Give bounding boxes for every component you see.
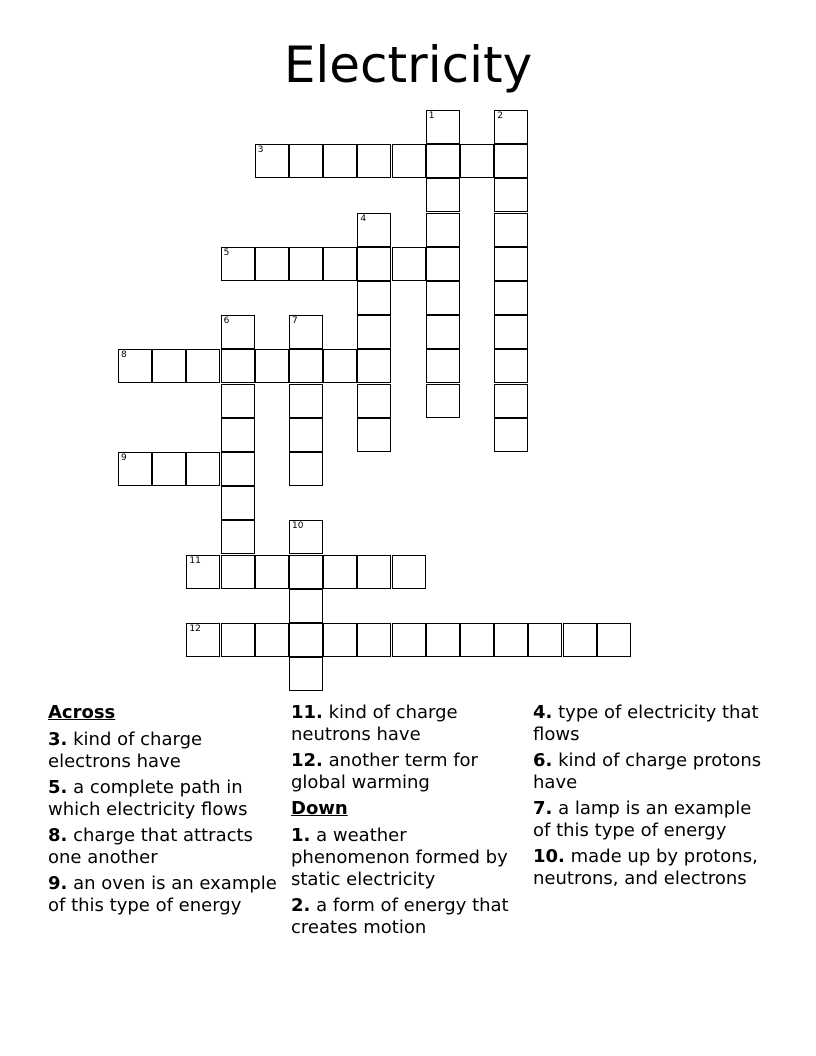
grid-cell[interactable] <box>221 315 255 349</box>
grid-cell[interactable] <box>357 213 391 247</box>
clue-down-6 <box>533 750 763 794</box>
grid-cell[interactable] <box>494 384 528 418</box>
grid-cell[interactable] <box>221 384 255 418</box>
grid-cell[interactable] <box>494 623 528 657</box>
grid-cell[interactable] <box>494 418 528 452</box>
clue-column-2 <box>291 702 521 943</box>
grid-cell[interactable] <box>494 315 528 349</box>
grid-cell[interactable] <box>460 144 494 178</box>
grid-cell[interactable] <box>186 555 220 589</box>
grid-cell[interactable] <box>221 555 255 589</box>
grid-cell[interactable] <box>357 144 391 178</box>
clue-text: kind of charge protons have <box>533 750 762 793</box>
grid-cell[interactable] <box>426 213 460 247</box>
clue-column-3 <box>533 702 763 894</box>
clue-across-12 <box>291 750 521 794</box>
cell-number: 10 <box>292 521 304 532</box>
clue-number: 11. <box>291 702 323 723</box>
grid-cell[interactable] <box>221 247 255 281</box>
clue-column-1 <box>48 702 278 921</box>
grid-cell[interactable] <box>289 657 323 691</box>
grid-cell[interactable] <box>289 247 323 281</box>
grid-cell[interactable] <box>221 623 255 657</box>
grid-cell[interactable] <box>221 486 255 520</box>
clue-across-5 <box>48 777 278 821</box>
clue-number: 10. <box>533 846 565 867</box>
grid-cell[interactable] <box>289 452 323 486</box>
clue-text: an oven is an example of this type of energy <box>48 873 277 916</box>
grid-cell[interactable] <box>118 349 152 383</box>
grid-cell[interactable] <box>426 144 460 178</box>
cell-number: 4 <box>360 213 367 224</box>
clue-across-3 <box>48 729 278 773</box>
grid-cell[interactable] <box>494 178 528 212</box>
clue-number: 7. <box>533 798 553 819</box>
grid-cell[interactable] <box>289 349 323 383</box>
down-heading: Down <box>291 798 348 819</box>
grid-cell[interactable] <box>494 247 528 281</box>
grid-cell[interactable] <box>186 623 220 657</box>
cell-number: 6 <box>223 316 230 327</box>
grid-cell[interactable] <box>255 555 289 589</box>
clue-number: 1. <box>291 825 311 846</box>
grid-cell[interactable] <box>426 623 460 657</box>
clue-number: 2. <box>291 895 311 916</box>
clue-across-11 <box>291 702 521 746</box>
grid-cell[interactable] <box>357 349 391 383</box>
clue-number: 6. <box>533 750 553 771</box>
clue-text: a weather phenomenon formed by static electricity <box>291 825 508 890</box>
grid-cell[interactable] <box>221 349 255 383</box>
grid-cell[interactable] <box>426 384 460 418</box>
grid-cell[interactable] <box>221 520 255 554</box>
cell-number: 7 <box>292 316 298 327</box>
grid-cell[interactable] <box>255 349 289 383</box>
grid-cell[interactable] <box>528 623 562 657</box>
grid-cell[interactable] <box>460 623 494 657</box>
grid-cell[interactable] <box>289 555 323 589</box>
cell-number: 5 <box>223 247 230 258</box>
cell-number: 12 <box>189 624 201 634</box>
grid-cell[interactable] <box>221 418 255 452</box>
grid-cell[interactable] <box>494 281 528 315</box>
clue-text: a lamp is an example of this type of energy <box>533 798 752 841</box>
grid-cell[interactable] <box>426 349 460 383</box>
grid-cell[interactable] <box>289 384 323 418</box>
grid-cell[interactable] <box>426 110 460 144</box>
clue-down-1 <box>291 825 521 891</box>
grid-cell[interactable] <box>186 452 220 486</box>
clue-text: made up by protons, neutrons, and electrons <box>533 846 758 889</box>
grid-cell[interactable] <box>186 349 220 383</box>
clue-down-4 <box>533 702 763 746</box>
grid-cell[interactable] <box>323 247 357 281</box>
grid-cell[interactable] <box>255 144 289 178</box>
clue-number: 4. <box>533 702 553 723</box>
grid-cell[interactable] <box>357 384 391 418</box>
grid-cell[interactable] <box>392 247 426 281</box>
clue-text: kind of charge neutrons have <box>291 702 458 745</box>
puzzle-title: Electricity <box>283 36 533 94</box>
clue-text: type of electricity that flows <box>533 702 759 745</box>
cell-number: 2 <box>497 111 503 121</box>
clue-down-7 <box>533 798 763 842</box>
clue-text: a complete path in which electricity flows <box>48 777 248 820</box>
grid-cell[interactable] <box>494 110 528 144</box>
grid-cell[interactable] <box>255 623 289 657</box>
grid-cell[interactable] <box>426 315 460 349</box>
grid-cell[interactable] <box>357 555 391 589</box>
grid-cell[interactable] <box>323 555 357 589</box>
grid-cell[interactable] <box>494 349 528 383</box>
across-heading: Across <box>48 702 116 723</box>
grid-cell[interactable] <box>289 315 323 349</box>
grid-cell[interactable] <box>289 418 323 452</box>
clue-text: charge that attracts one another <box>48 825 253 868</box>
grid-cell[interactable] <box>118 452 152 486</box>
grid-cell[interactable] <box>426 247 460 281</box>
grid-cell[interactable] <box>323 349 357 383</box>
grid-cell[interactable] <box>255 247 289 281</box>
cell-number: 3 <box>257 145 264 156</box>
cell-number: 9 <box>121 453 127 463</box>
clue-down-10 <box>533 846 763 890</box>
grid-cell[interactable] <box>563 623 597 657</box>
grid-cell[interactable] <box>426 178 460 212</box>
grid-cell[interactable] <box>289 520 323 554</box>
clue-text: a form of energy that creates motion <box>291 895 509 938</box>
grid-cell[interactable] <box>289 144 323 178</box>
clue-text: another term for global warming <box>291 750 478 793</box>
cell-number: 11 <box>189 555 201 566</box>
clue-number: 5. <box>48 777 68 798</box>
grid-cell[interactable] <box>597 623 631 657</box>
clue-number: 3. <box>48 729 68 750</box>
clue-text: kind of charge electrons have <box>48 729 203 772</box>
grid-cell[interactable] <box>152 349 186 383</box>
grid-cell[interactable] <box>289 623 323 657</box>
grid-cell[interactable] <box>494 144 528 178</box>
grid-cell[interactable] <box>392 555 426 589</box>
clue-down-2 <box>291 895 521 939</box>
clue-number: 12. <box>291 750 323 771</box>
grid-cell[interactable] <box>357 247 391 281</box>
grid-cell[interactable] <box>392 623 426 657</box>
grid-cell[interactable] <box>357 418 391 452</box>
clue-number: 9. <box>48 873 68 894</box>
grid-cell[interactable] <box>289 589 323 623</box>
clue-across-8 <box>48 825 278 869</box>
grid-cell[interactable] <box>323 144 357 178</box>
grid-cell[interactable] <box>357 281 391 315</box>
grid-cell[interactable] <box>152 452 186 486</box>
grid-cell[interactable] <box>221 452 255 486</box>
grid-cell[interactable] <box>392 144 426 178</box>
grid-cell[interactable] <box>494 213 528 247</box>
grid-cell[interactable] <box>426 281 460 315</box>
cell-number: 1 <box>428 111 435 121</box>
cell-number: 8 <box>121 350 127 361</box>
grid-cell[interactable] <box>357 623 391 657</box>
grid-cell[interactable] <box>323 623 357 657</box>
clue-number: 8. <box>48 825 68 846</box>
grid-cell[interactable] <box>357 315 391 349</box>
clue-across-9 <box>48 873 278 917</box>
